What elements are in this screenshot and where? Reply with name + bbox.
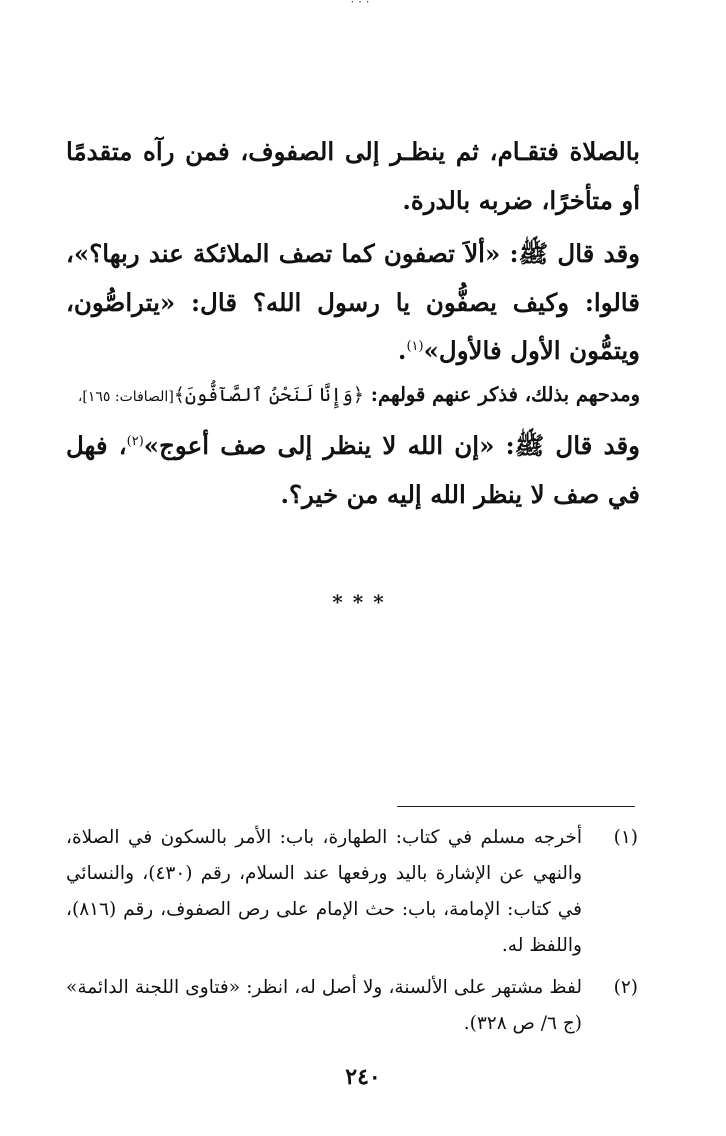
footnote-1	[66, 820, 640, 964]
paragraph-4-text: وقد قال ﷺ: «إن الله لا ينظر إلى صف أعوج»	[143, 431, 640, 460]
footnote-ref-1[interactable]: (١)	[406, 338, 424, 354]
paragraph-2-text: وقد قال ﷺ: «ألاَ تصفون كما تصف الملائكة عند ربها؟»، قالوا: وكيف يصفُّون يا رسول الله؟ قال: «يتراصُّون، ويتمُّون الأول فالأول»	[66, 239, 640, 365]
quran-citation: [الصافات: ١٦٥]،	[77, 389, 174, 405]
paragraph-4	[66, 422, 640, 519]
paragraph-3	[66, 381, 640, 411]
footnote-2-text: لفظ مشتهر على الألسنة، ولا أصل له، انظر: «فتاوى اللجنة الدائمة» (ج ٦/ ص ٣٢٨).	[66, 977, 582, 1034]
paragraph-4-end: ، فهل في صف لا ينظر الله إليه من خير؟.	[66, 431, 640, 509]
quran-verse: ﴿وَإِنَّا لَنَحْنُ ٱلصَّآفُّونَ﴾	[173, 384, 364, 406]
paragraph-3-text: ومدحهم بذلك، فذكر عنهم قولهم:	[370, 383, 640, 406]
footnote-divider	[397, 806, 635, 807]
footnote-1-number: (١)	[613, 827, 638, 848]
footnote-2-number: (٢)	[613, 977, 638, 998]
paragraph-2-end: .	[397, 336, 407, 365]
page-number: ٢٤٠	[345, 1064, 381, 1090]
footnote-ref-2[interactable]: (٢)	[126, 433, 144, 449]
footnote-2	[66, 970, 640, 1042]
footnote-1-text: أخرجه مسلم في كتاب: الطهارة، باب: الأمر بالسكون في الصلاة، والنهي عن الإشارة باليد ورفعها عند السلام، رقم (٤٣٠)، والنسائي في كتاب: الإمامة، باب: حث الإمام على رص الصفوف، رقم (٨١٦)، واللفظ له.	[66, 827, 582, 956]
running-head-fragment: · · ·	[350, 0, 370, 9]
paragraph-1: بالصلاة فتقـام، ثم ينظـر إلى الصفوف، فمن رآه متقدمًا أو متأخرًا، ضربه بالدرة.	[66, 137, 640, 215]
section-separator-stars: ***	[332, 590, 394, 614]
paragraph-2	[66, 230, 640, 376]
footnotes	[66, 820, 640, 1048]
